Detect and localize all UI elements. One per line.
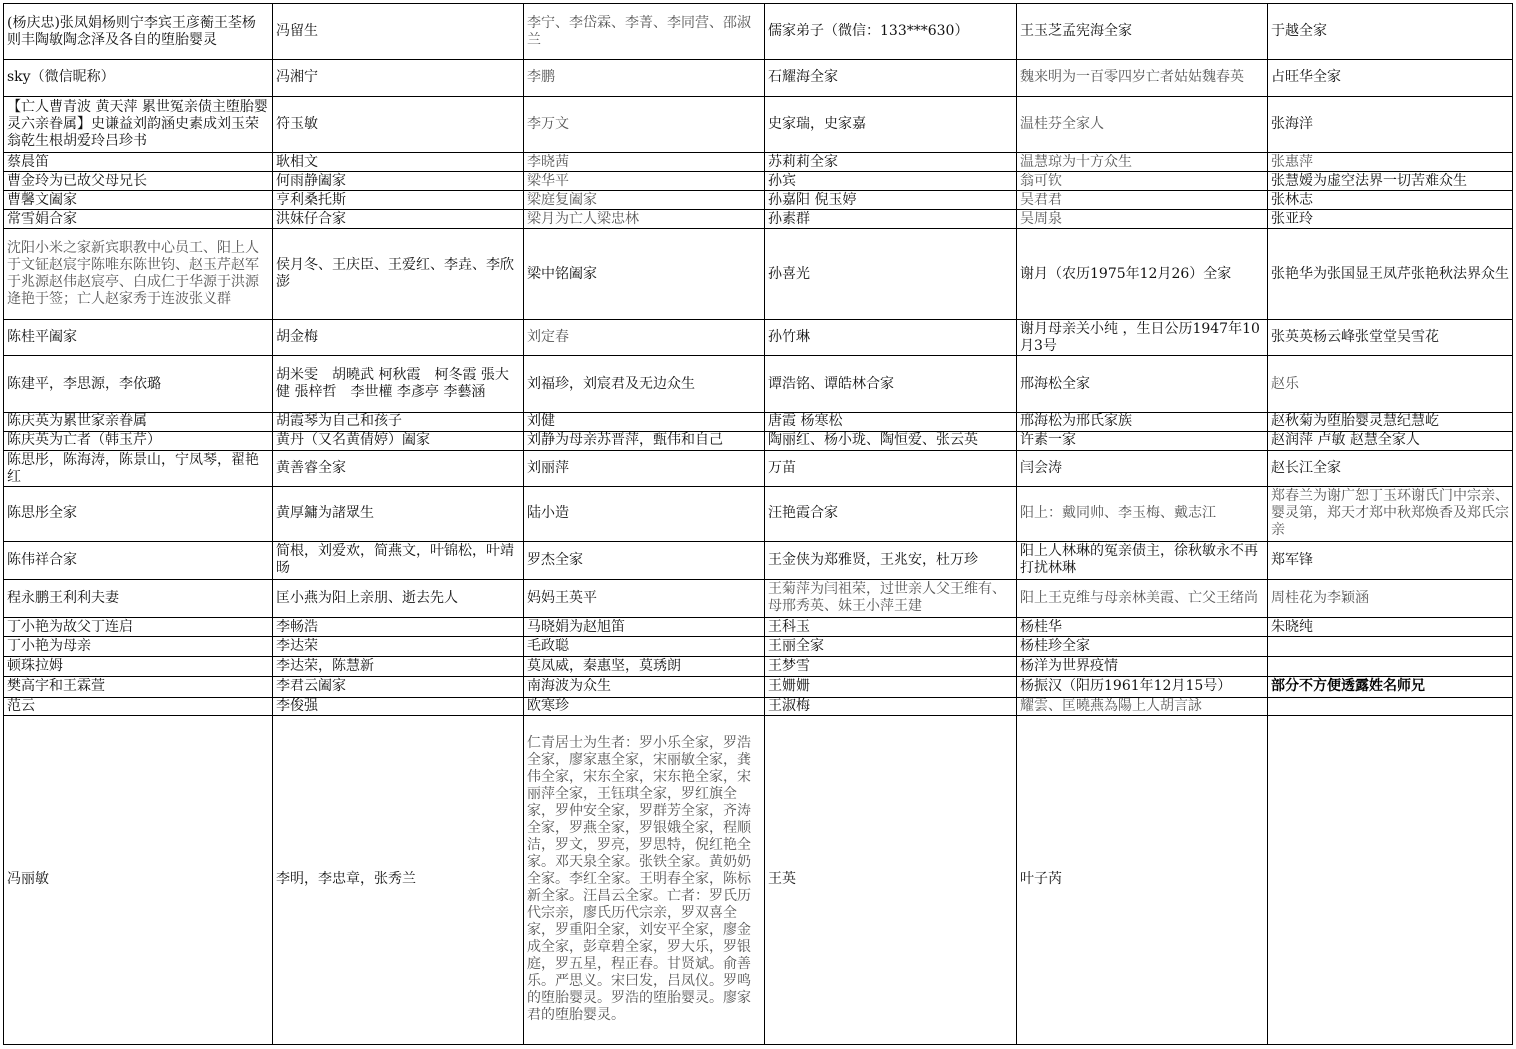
table-cell: 常雪娟合家 [4,210,273,229]
table-row [4,152,1513,171]
table-cell: 梁华平 [524,172,765,191]
table-cell: 李鹏 [524,60,765,96]
table-cell: 刘健 [524,412,765,431]
table-cell: 顿珠拉姆 [4,657,273,677]
table-cell: 李万文 [524,96,765,152]
table-cell: 丁小艳为母亲 [4,637,273,657]
table-cell: 刘福珍，刘宸君及无边众生 [524,356,765,412]
table-cell: 陆小造 [524,487,765,541]
table-cell: 冯留生 [273,4,524,60]
table-cell: 孙竹琳 [765,320,1017,356]
table-cell: 曹馨文阖家 [4,191,273,210]
table-row [4,4,1513,60]
table-cell: 温慧琼为十方众生 [1017,152,1268,171]
table-cell: 马晓娟为赵旭笛 [524,618,765,637]
table-cell: 李达荣，陈慧新 [273,657,524,677]
table-cell: 谢月（农历1975年12月26）全家 [1017,229,1268,320]
table-body [4,4,1513,1045]
table-cell: 王丽全家 [765,637,1017,657]
table-cell: 翁可钦 [1017,172,1268,191]
table-row [4,320,1513,356]
table-cell: 万苗 [765,450,1017,486]
table-cell: 耿相文 [273,152,524,171]
table-cell: 符玉敏 [273,96,524,152]
table-cell: 张英英杨云峰张堂堂吴雪花 [1268,320,1513,356]
table-cell: 占旺华全家 [1268,60,1513,96]
table-cell: 邢海松为邢氏家族 [1017,412,1268,431]
table-cell: 王英 [765,715,1017,1044]
table-cell: 张海洋 [1268,96,1513,152]
table-cell: 黄丹（又名黄倩婷）阖家 [273,431,524,450]
table-cell: 胡金梅 [273,320,524,356]
table-cell [1268,715,1513,1044]
table-cell: 王姗姗 [765,677,1017,697]
table-cell: 黄厚鏞为諸眾生 [273,487,524,541]
table-cell: 孙嘉阳 倪玉婷 [765,191,1017,210]
table-cell: sky（微信昵称） [4,60,273,96]
table-cell: 侯月冬、王庆臣、王爱红、李垚、李欣澎 [273,229,524,320]
dedication-list-table [3,3,1513,1045]
table-cell: 程永鹏王利利夫妻 [4,579,273,617]
table-cell: 刘静为母亲苏晋萍，甄伟和自己 [524,431,765,450]
table-cell: 周桂花为李颖涵 [1268,579,1513,617]
table-row [4,172,1513,191]
table-cell: 简根，刘爱欢，简燕文，叶锦松，叶靖旸 [273,541,524,579]
table-cell: 耀雲、匡曉燕為陽上人胡言詠 [1017,697,1268,715]
table-cell: 孙素群 [765,210,1017,229]
table-row [4,677,1513,697]
table-cell: 丁小艳为故父丁连启 [4,618,273,637]
table-cell: 张林志 [1268,191,1513,210]
table-cell: 曹金玲为已故父母兄长 [4,172,273,191]
table-cell: 毛政聪 [524,637,765,657]
table-cell: 闫会涛 [1017,450,1268,486]
table-cell: 胡霞琴为自己和孩子 [273,412,524,431]
table-cell: 叶子芮 [1017,715,1268,1044]
table-cell: 亨利桑托斯 [273,191,524,210]
table-cell: 赵乐 [1268,356,1513,412]
table-cell: 部分不方便透露姓名师兄 [1268,677,1513,697]
table-cell: 阳上王克维与母亲林美霞、亡父王绪尚 [1017,579,1268,617]
table-cell: 杨桂珍全家 [1017,637,1268,657]
table-cell: 洪妹仔合家 [273,210,524,229]
table-cell: 李畅浩 [273,618,524,637]
table-cell: 陈思彤全家 [4,487,273,541]
table-cell: 郑春兰为谢广恕丁玉环谢氏门中宗亲、婴灵第，郑天才郑中秋郑焕香及郑氏宗亲 [1268,487,1513,541]
table-cell: 朱晓纯 [1268,618,1513,637]
table-cell: 李君云阖家 [273,677,524,697]
table-row [4,715,1513,1044]
table-cell: 欧寒珍 [524,697,765,715]
table-cell: 黄善睿全家 [273,450,524,486]
table-cell: 李宁、李岱霖、李菁、李同营、邵淑兰 [524,4,765,60]
table-cell: 张慧嫒为虚空法界一切苦难众生 [1268,172,1513,191]
table-cell: 匡小燕为阳上亲朋、逝去先人 [273,579,524,617]
table-cell: 唐霞 杨寒松 [765,412,1017,431]
table-cell: 杨振汉（阳历1961年12月15号） [1017,677,1268,697]
table-cell: 阳上：戴同帅、李玉梅、戴志江 [1017,487,1268,541]
table-cell: 张惠萍 [1268,152,1513,171]
table-cell: 郑军锋 [1268,541,1513,579]
table-cell: 李达荣 [273,637,524,657]
table-cell: 王菊萍为闫祖荣，过世亲人父王维有、母邢秀英、妹王小萍王建 [765,579,1017,617]
table-cell: 赵秋菊为堕胎婴灵慧纪慧屹 [1268,412,1513,431]
table-cell: 李晓茜 [524,152,765,171]
table-row [4,487,1513,541]
table-row [4,697,1513,715]
table-cell: 孙宾 [765,172,1017,191]
table-cell: 陈思彤，陈海涛，陈景山，宁凤琴，翟艳红 [4,450,273,486]
table-row [4,657,1513,677]
table-row [4,637,1513,657]
table-cell: 儒家弟子（微信：133***630） [765,4,1017,60]
table-cell: 杨桂华 [1017,618,1268,637]
table-cell: 罗杰全家 [524,541,765,579]
table-cell: 南海波为众生 [524,677,765,697]
table-cell: 范云 [4,697,273,715]
table-cell: 王梦雪 [765,657,1017,677]
table-row [4,579,1513,617]
table-row [4,191,1513,210]
table-cell: 张艳华为张国显王凤芹张艳秋法界众生 [1268,229,1513,320]
table-cell: 许素一家 [1017,431,1268,450]
table-cell: 吴周泉 [1017,210,1268,229]
table-cell: (杨庆忠)张凤娟杨则宁李宾王彦蘅王荃杨则丰陶敏陶念泽及各自的堕胎婴灵 [4,4,273,60]
table-row [4,450,1513,486]
table-row [4,618,1513,637]
table-cell: 于越全家 [1268,4,1513,60]
table-cell: 邢海松全家 [1017,356,1268,412]
table-cell: 王金侠为郑雅贤，王兆安，杜万珍 [765,541,1017,579]
table-row [4,356,1513,412]
table-cell: 杨洋为世界疫情 [1017,657,1268,677]
table-row [4,541,1513,579]
table-cell: 张亚玲 [1268,210,1513,229]
table-cell: 何雨静阖家 [273,172,524,191]
table-cell: 梁中铭阖家 [524,229,765,320]
table-cell: 刘定春 [524,320,765,356]
table-cell: 石耀海全家 [765,60,1017,96]
table-cell: 梁月为亡人梁忠林 [524,210,765,229]
table-cell: 陈建平，李思源，李依璐 [4,356,273,412]
table-cell: 冯丽敏 [4,715,273,1044]
table-cell: 【亡人曹青波 黄天萍 累世冤亲债主堕胎婴灵六亲眷属】史谦益刘韵涵史素成刘玉荣翁乾生根胡爱玲吕珍书 [4,96,273,152]
table-cell: 妈妈王英平 [524,579,765,617]
table-cell: 吴君君 [1017,191,1268,210]
table-cell: 陈庆英为累世家亲眷属 [4,412,273,431]
table-cell: 陈伟祥合家 [4,541,273,579]
table-cell: 王淑梅 [765,697,1017,715]
table-cell: 王科玉 [765,618,1017,637]
table-cell: 阳上人林琳的冤亲债主，徐秋敏永不再打扰林琳 [1017,541,1268,579]
table-cell [1268,697,1513,715]
table-cell: 陈庆英为亡者（韩玉芹） [4,431,273,450]
table-cell: 苏莉莉全家 [765,152,1017,171]
table-cell: 谢月母亲关小纯 ，生日公历1947年10月3号 [1017,320,1268,356]
table-cell: 温桂芬全家人 [1017,96,1268,152]
table-cell: 冯湘宁 [273,60,524,96]
table-cell: 莫凤威，秦惠坚，莫琇朗 [524,657,765,677]
table-cell: 陶丽红、杨小珑、陶恒爱、张云英 [765,431,1017,450]
table-cell: 李俊强 [273,697,524,715]
table-cell: 梁庭复阖家 [524,191,765,210]
table-cell: 魏来明为一百零四岁亡者姑姑魏春英 [1017,60,1268,96]
table-cell: 胡米雯 胡曉武 柯秋霞 柯冬霞 張大健 張梓哲 李世權 李彥亭 李藝涵 [273,356,524,412]
table-cell: 李明，李忠章，张秀兰 [273,715,524,1044]
table-cell: 史家瑞，史家嘉 [765,96,1017,152]
table-cell: 汪艳霞合家 [765,487,1017,541]
table-row [4,412,1513,431]
table-row [4,60,1513,96]
table-cell: 刘丽萍 [524,450,765,486]
table-cell: 赵润萍 卢敏 赵慧全家人 [1268,431,1513,450]
table-cell: 樊高宇和王霖萱 [4,677,273,697]
table-row [4,229,1513,320]
table-cell: 赵长江全家 [1268,450,1513,486]
table-cell: 孙喜光 [765,229,1017,320]
table-cell: 仁青居士为生者：罗小乐全家，罗浩全家，廖家惠全家，宋丽敏全家，龚伟全家，宋东全家，宋东艳全家，宋丽萍全家，王钰琪全家，罗红旗全家，罗仲安全家，罗群芳全家，齐涛全家，罗燕全家，罗银娥全家，程顺洁，罗文，罗亮，罗思特，倪红艳全家。邓天泉全家。张铁全家。黄奶奶全家。李红全家。王明春全家，陈标新全家。汪昌云全家。亡者：罗氏历代宗亲，廖氏历代宗亲，罗双喜全家，罗重阳全家，刘安平全家，廖金成全家，彭章碧全家，罗大乐，罗银庭，罗五星，程正春。甘贤斌。俞善乐。严思义。宋曰发，吕凤仪。罗鸣的堕胎婴灵。罗浩的堕胎婴灵。廖家君的堕胎婴灵。 [524,715,765,1044]
table-cell: 蔡晨笛 [4,152,273,171]
table-cell: 谭浩铭、谭皓林合家 [765,356,1017,412]
table-cell [1268,637,1513,657]
table-row [4,96,1513,152]
table-cell: 沈阳小米之家新宾职教中心员工、阳上人于文钲赵宸宇陈唯东陈世钧、赵玉芹赵军于兆源赵伟赵宸亭、白成仁于华源于洪源逄艳于签；亡人赵家秀于连波张义群 [4,229,273,320]
table-cell [1268,657,1513,677]
table-row [4,210,1513,229]
table-cell: 陈桂平阖家 [4,320,273,356]
table-cell: 王玉芝孟宪海全家 [1017,4,1268,60]
table-row [4,431,1513,450]
